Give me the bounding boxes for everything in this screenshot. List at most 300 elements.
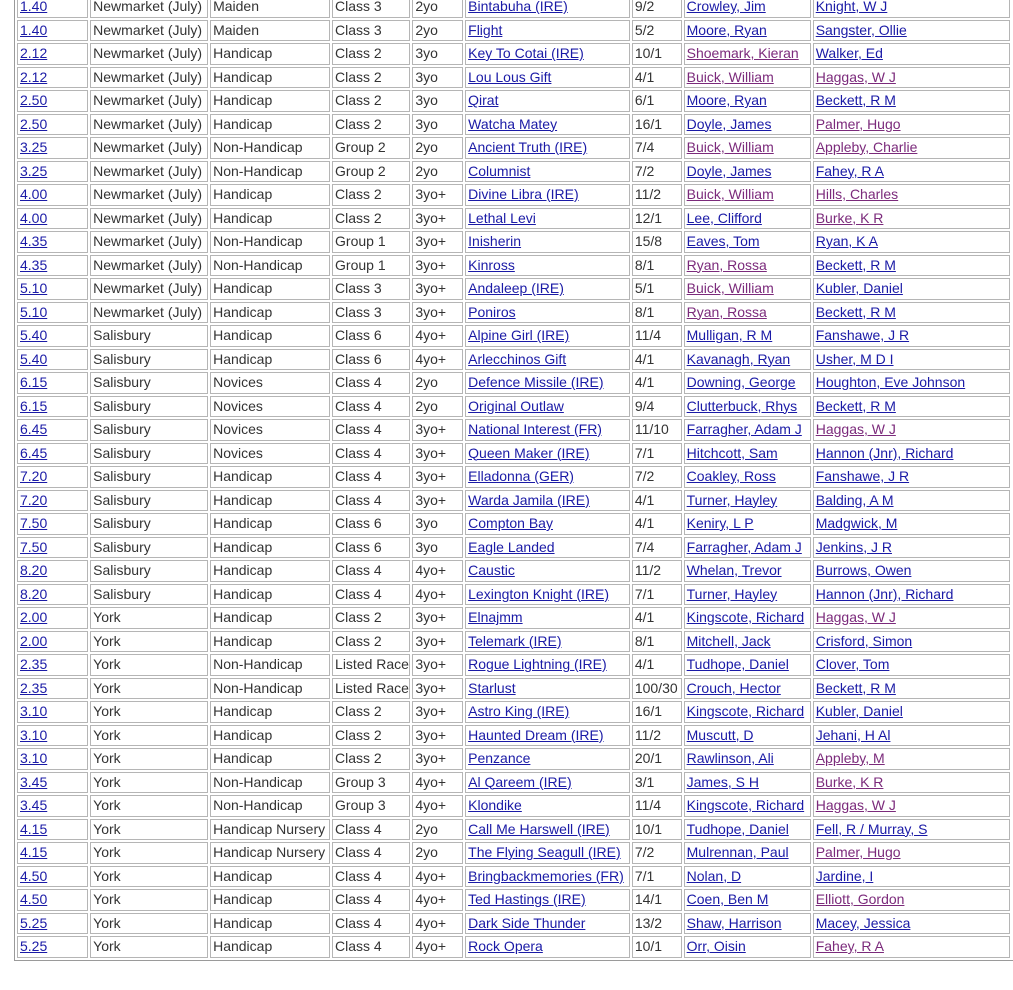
race-time-link[interactable]: 8.20 [20,585,48,602]
horse-cell [465,913,630,935]
horse-cell [465,278,630,300]
class-cell [332,795,410,817]
trainer-link[interactable]: Jenkins, J R [815,538,892,555]
jockey-link[interactable]: Moore, Ryan [686,21,767,38]
age-cell: 4yo+ [415,585,447,602]
age-cell [412,513,463,535]
odds-cell: 16/1 [634,703,663,719]
trainer-link[interactable]: Ryan, K A [815,233,878,249]
age-cell: 3yo+ [415,632,447,649]
race-time-link[interactable]: 2.35 [20,679,48,696]
age-cell: 2yo [415,21,438,38]
horse-link[interactable]: Penzance [468,750,531,766]
age-cell: 4yo+ [415,891,447,907]
race-time-link[interactable]: 7.50 [20,538,48,555]
table-row [17,819,1010,841]
jockey-link[interactable]: James, S H [686,773,759,790]
horse-cell [465,20,630,42]
age-cell: 4yo+ [415,914,447,931]
horse-link[interactable]: Astro King (IRE) [468,703,570,719]
jockey-link[interactable]: Mulrennan, Paul [686,844,789,860]
horse-link[interactable]: Watcha Matey [468,115,558,132]
jockey-link[interactable]: Muscutt, D [686,726,754,743]
race-class-cell: Class 2 [335,115,382,132]
trainer-link[interactable]: Appleby, Charlie [815,139,918,155]
jockey-cell [684,114,811,136]
horse-link[interactable]: Poniros [468,303,516,320]
class-cell [332,819,410,841]
jockey-link[interactable]: Buick, William [686,139,774,155]
horse-link[interactable]: Original Outlaw [468,397,564,414]
horse-link[interactable]: Key To Cotai (IRE) [468,45,584,61]
trainer-link[interactable]: Beckett, R M [815,397,896,414]
horse-link[interactable]: Call Me Harswell (IRE) [468,820,610,837]
race-time-link[interactable]: 7.20 [20,491,48,508]
course-cell: York [93,750,121,766]
trainer-link[interactable]: Madgwick, M [815,515,898,531]
race-time-link[interactable]: 2.12 [20,45,48,61]
race-time-link[interactable]: 4.15 [20,844,48,860]
type-cell [210,0,330,18]
horse-link[interactable]: Starlust [468,679,516,696]
race-time-link[interactable]: 3.10 [20,750,48,766]
table-row [17,631,1010,653]
type-cell [210,678,330,700]
type-cell [210,372,330,394]
race-time-link[interactable]: 4.35 [20,256,48,273]
type-cell [210,490,330,512]
jockey-link[interactable]: Downing, George [686,374,796,390]
race-time-link[interactable]: 8.20 [20,562,48,578]
trainer-link[interactable]: Jardine, I [815,867,874,884]
age-cell [412,349,463,371]
race-time-link[interactable]: 6.45 [20,421,48,437]
jockey-link[interactable]: Doyle, James [686,162,772,179]
jockey-cell [684,513,811,535]
horse-link[interactable]: Lexington Knight (IRE) [468,585,609,602]
trainer-link[interactable]: Beckett, R M [815,92,896,108]
race-type-cell: Non-Handicap [213,797,303,813]
age-cell: 4yo+ [415,867,447,884]
racecard-table [15,0,1012,960]
table-row [17,419,1010,441]
jockey-link[interactable]: Ryan, Rossa [686,303,767,320]
trainer-link[interactable]: Kubler, Daniel [815,280,903,296]
trainer-link[interactable]: Burke, K R [815,209,884,226]
race-time-link[interactable]: 3.45 [20,773,48,790]
jockey-link[interactable]: Turner, Hayley [686,585,778,602]
horse-link[interactable]: Klondike [468,797,522,813]
jockey-link[interactable]: Buick, William [686,68,774,85]
jockey-link[interactable]: Lee, Clifford [686,209,762,226]
table-row [17,936,1010,958]
race-time-link[interactable]: 4.15 [20,820,48,837]
race-type-cell: Handicap [213,538,273,555]
race-class-cell: Class 4 [335,491,382,508]
horse-link[interactable]: Lou Lous Gift [468,68,552,85]
horse-link[interactable]: Arlecchinos Gift [468,350,567,367]
race-time-link[interactable]: 2.12 [20,68,48,85]
race-time-link[interactable]: 5.10 [20,303,48,320]
odds-cell [632,278,682,300]
class-cell [332,302,410,324]
odds-cell [632,819,682,841]
jockey-cell [684,0,811,18]
trainer-link[interactable]: Kubler, Daniel [815,703,903,719]
horse-link[interactable]: Warda Jamila (IRE) [468,491,590,508]
race-time-link[interactable]: 5.25 [20,938,48,954]
jockey-cell [684,184,811,206]
trainer-link[interactable]: Beckett, R M [815,303,896,320]
trainer-link[interactable]: Hannon (Jnr), Richard [815,585,954,602]
odds-cell [632,490,682,512]
trainer-link[interactable]: Fahey, R A [815,162,884,179]
jockey-link[interactable]: Tudhope, Daniel [686,820,789,837]
jockey-link[interactable]: Mitchell, Jack [686,632,771,649]
age-cell: 2yo [415,844,438,860]
course-cell [90,137,208,159]
race-time-link[interactable]: 3.10 [20,703,48,719]
age-cell: 3yo+ [415,468,447,484]
trainer-link[interactable]: Haggas, W J [815,797,896,813]
time-cell [17,67,88,89]
race-type-cell: Handicap Nursery [213,844,326,860]
race-time-link[interactable]: 2.50 [20,92,48,108]
odds-cell: 7/1 [634,444,655,461]
table-row [17,325,1010,347]
jockey-link[interactable]: Buick, William [686,280,774,296]
trainer-cell [813,208,1010,230]
jockey-cell [684,372,811,394]
jockey-link[interactable]: Keniry, L P [686,515,754,531]
jockey-link[interactable]: Rawlinson, Ali [686,750,774,766]
trainer-cell [813,678,1010,700]
course-cell [90,584,208,606]
jockey-link[interactable]: Shoemark, Kieran [686,45,799,61]
jockey-link[interactable]: Farragher, Adam J [686,421,802,437]
race-time-link[interactable]: 5.10 [20,280,48,296]
race-type-cell: Handicap [213,186,273,202]
horse-link[interactable]: Kinross [468,256,515,273]
race-time-link[interactable]: 4.00 [20,209,48,226]
jockey-link[interactable]: Kavanagh, Ryan [686,350,791,367]
horse-link[interactable]: Ancient Truth (IRE) [468,139,588,155]
race-type-cell: Handicap [213,350,273,367]
trainer-link[interactable]: Balding, A M [815,491,894,508]
class-cell [332,560,410,582]
trainer-link[interactable]: Hills, Charles [815,186,899,202]
race-time-link[interactable]: 2.50 [20,115,48,132]
horse-cell [465,584,630,606]
race-type-cell: Maiden [213,0,259,14]
horse-link[interactable]: Haunted Dream (IRE) [468,726,604,743]
jockey-link[interactable]: Kingscote, Richard [686,609,805,625]
horse-link[interactable]: Inisherin [468,233,522,249]
type-cell [210,466,330,488]
odds-cell: 4/1 [634,350,655,367]
race-time-link[interactable]: 4.50 [20,891,48,907]
race-class-cell: Class 3 [335,21,382,38]
jockey-link[interactable]: Tudhope, Daniel [686,656,789,672]
horse-link[interactable]: Al Qareem (IRE) [468,773,572,790]
course-cell: Newmarket (July) [93,303,203,320]
trainer-link[interactable]: Palmer, Hugo [815,844,901,860]
jockey-link[interactable]: Doyle, James [686,115,772,132]
jockey-link[interactable]: Ryan, Rossa [686,256,767,273]
horse-cell [465,114,630,136]
horse-link[interactable]: Compton Bay [468,515,553,531]
horse-link[interactable]: Elladonna (GER) [468,468,574,484]
horse-link[interactable]: Queen Maker (IRE) [468,444,590,461]
trainer-link[interactable]: Houghton, Eve Johnson [815,374,966,390]
table-row [17,678,1010,700]
age-cell [412,537,463,559]
trainer-link[interactable]: Knight, W J [815,0,888,14]
trainer-link[interactable]: Burke, K R [815,773,884,790]
table-row [17,842,1010,864]
time-cell [17,184,88,206]
trainer-cell [813,842,1010,864]
age-cell: 3yo+ [415,209,447,226]
race-time-link[interactable]: 6.15 [20,374,48,390]
race-time-link[interactable]: 7.20 [20,468,48,484]
age-cell: 2yo [415,139,438,155]
race-time-link[interactable]: 3.10 [20,726,48,743]
horse-cell [465,701,630,723]
course-cell: York [93,797,121,813]
odds-cell [632,631,682,653]
age-cell [412,701,463,723]
trainer-link[interactable]: Usher, M D I [815,350,894,367]
horse-link[interactable]: Dark Side Thunder [468,914,586,931]
horse-link[interactable]: Alpine Girl (IRE) [468,327,570,343]
jockey-cell [684,255,811,277]
table-row [17,584,1010,606]
race-class-cell: Group 1 [335,256,386,273]
course-cell: York [93,867,121,884]
horse-link[interactable]: Elnajmm [468,609,523,625]
jockey-link[interactable]: Whelan, Trevor [686,562,782,578]
jockey-cell [684,889,811,911]
trainer-link[interactable]: Hannon (Jnr), Richard [815,444,954,461]
race-time-link[interactable]: 3.25 [20,139,48,155]
course-cell: York [93,656,121,672]
jockey-link[interactable]: Kingscote, Richard [686,797,805,813]
time-cell [17,255,88,277]
class-cell [332,466,410,488]
race-type-cell: Handicap [213,515,273,531]
trainer-link[interactable]: Sangster, Ollie [815,21,907,38]
odds-cell: 8/1 [634,256,655,273]
race-time-link[interactable]: 1.40 [20,21,48,38]
race-type-cell: Handicap [213,585,273,602]
age-cell: 4yo+ [415,773,447,790]
trainer-link[interactable]: Jehani, H Al [815,726,891,743]
type-cell [210,631,330,653]
horse-link[interactable]: Telemark (IRE) [468,632,562,649]
trainer-link[interactable]: Fanshawe, J R [815,327,910,343]
age-cell: 3yo+ [415,609,447,625]
odds-cell: 10/1 [634,45,663,61]
race-time-link[interactable]: 2.35 [20,656,48,672]
horse-link[interactable]: Qirat [468,92,499,108]
time-cell [17,114,88,136]
race-time-link[interactable]: 2.00 [20,632,48,649]
race-time-link[interactable]: 5.40 [20,350,48,367]
class-cell [332,866,410,888]
jockey-link[interactable]: Eaves, Tom [686,233,760,249]
table-row [17,772,1010,794]
horse-link[interactable]: The Flying Seagull (IRE) [468,844,621,860]
class-cell [332,396,410,418]
course-cell [90,513,208,535]
jockey-link[interactable]: Nolan, D [686,867,742,884]
course-cell [90,866,208,888]
horse-link[interactable]: Divine Libra (IRE) [468,186,579,202]
horse-link[interactable]: Andaleep (IRE) [468,280,564,296]
trainer-link[interactable]: Haggas, W J [815,68,896,85]
class-cell [332,537,410,559]
trainer-link[interactable]: Palmer, Hugo [815,115,901,132]
trainer-link[interactable]: Fanshawe, J R [815,468,910,484]
jockey-link[interactable]: Turner, Hayley [686,491,778,508]
time-cell [17,90,88,112]
horse-link[interactable]: Rogue Lightning (IRE) [468,656,607,672]
horse-cell [465,748,630,770]
trainer-link[interactable]: Fahey, R A [815,938,884,954]
race-time-link[interactable]: 1.40 [20,0,48,14]
race-time-link[interactable]: 5.25 [20,914,48,931]
trainer-link[interactable]: Burrows, Owen [815,562,912,578]
course-cell [90,631,208,653]
course-cell [90,349,208,371]
race-type-cell: Novices [213,421,263,437]
trainer-link[interactable]: Fell, R / Murray, S [815,820,928,837]
trainer-link[interactable]: Haggas, W J [815,421,896,437]
jockey-link[interactable]: Coen, Ben M [686,891,769,907]
horse-link[interactable]: Lethal Levi [468,209,536,226]
jockey-link[interactable]: Hitchcott, Sam [686,444,778,461]
race-type-cell: Non-Handicap [213,773,303,790]
jockey-link[interactable]: Crowley, Jim [686,0,766,14]
course-cell: Newmarket (July) [93,68,203,85]
age-cell [412,889,463,911]
odds-cell: 4/1 [634,609,655,625]
race-class-cell: Group 2 [335,139,386,155]
odds-cell [632,208,682,230]
horse-cell [465,772,630,794]
race-time-link[interactable]: 2.00 [20,609,48,625]
odds-cell [632,255,682,277]
trainer-link[interactable]: Appleby, M [815,750,885,766]
trainer-link[interactable]: Beckett, R M [815,256,896,273]
class-cell [332,913,410,935]
trainer-link[interactable]: Clover, Tom [815,656,890,672]
time-cell [17,654,88,676]
horse-link[interactable]: Caustic [468,562,515,578]
table-row [17,349,1010,371]
age-cell [412,43,463,65]
type-cell [210,537,330,559]
trainer-link[interactable]: Haggas, W J [815,609,896,625]
jockey-link[interactable]: Farragher, Adam J [686,538,802,555]
trainer-link[interactable]: Beckett, R M [815,679,896,696]
age-cell [412,795,463,817]
trainer-cell [813,795,1010,817]
race-time-link[interactable]: 7.50 [20,515,48,531]
course-cell: York [93,703,121,719]
race-type-cell: Handicap [213,327,273,343]
trainer-link[interactable]: Crisford, Simon [815,632,913,649]
trainer-cell [813,396,1010,418]
age-cell [412,302,463,324]
trainer-link[interactable]: Walker, Ed [815,45,883,61]
trainer-link[interactable]: Elliott, Gordon [815,891,905,907]
horse-link[interactable]: Columnist [468,162,531,179]
horse-link[interactable]: Bintabuha (IRE) [468,0,568,14]
race-time-link[interactable]: 5.40 [20,327,48,343]
jockey-link[interactable]: Clutterbuck, Rhys [686,397,798,414]
jockey-link[interactable]: Orr, Oisin [686,938,746,954]
jockey-link[interactable]: Kingscote, Richard [686,703,805,719]
trainer-cell [813,278,1010,300]
race-type-cell: Novices [213,444,263,461]
horse-link[interactable]: Ted Hastings (IRE) [468,891,586,907]
jockey-link[interactable]: Moore, Ryan [686,92,767,108]
race-time-link[interactable]: 6.45 [20,444,48,461]
age-cell: 2yo [415,374,438,390]
course-cell [90,725,208,747]
trainer-link[interactable]: Macey, Jessica [815,914,911,931]
horse-link[interactable]: Rock Opera [468,938,543,954]
horse-link[interactable]: Defence Missile (IRE) [468,374,604,390]
odds-cell [632,184,682,206]
time-cell [17,443,88,465]
jockey-link[interactable]: Shaw, Harrison [686,914,782,931]
odds-cell [632,936,682,958]
jockey-link[interactable]: Coakley, Ross [686,468,776,484]
class-cell [332,43,410,65]
horse-link[interactable]: National Interest (FR) [468,421,602,437]
horse-link[interactable]: Eagle Landed [468,538,555,555]
jockey-link[interactable]: Crouch, Hector [686,679,781,696]
type-cell [210,725,330,747]
race-time-link[interactable]: 3.25 [20,162,48,179]
trainer-cell [813,866,1010,888]
table-row [17,137,1010,159]
odds-cell: 13/2 [634,914,663,931]
horse-cell [465,137,630,159]
class-cell [332,443,410,465]
table-row [17,443,1010,465]
race-class-cell: Class 4 [335,844,382,860]
horse-link[interactable]: Flight [468,21,503,38]
class-cell [332,842,410,864]
horse-link[interactable]: Bringbackmemories (FR) [468,867,624,884]
race-time-link[interactable]: 4.00 [20,186,48,202]
table-row [17,90,1010,112]
race-time-link[interactable]: 3.45 [20,797,48,813]
jockey-link[interactable]: Mulligan, R M [686,327,773,343]
odds-cell: 10/1 [634,938,663,954]
horse-cell [465,231,630,253]
race-type-cell: Handicap [213,45,273,61]
jockey-link[interactable]: Buick, William [686,186,774,202]
horse-cell [465,372,630,394]
race-time-link[interactable]: 6.15 [20,397,48,414]
race-time-link[interactable]: 4.35 [20,233,48,249]
race-time-link[interactable]: 4.50 [20,867,48,884]
